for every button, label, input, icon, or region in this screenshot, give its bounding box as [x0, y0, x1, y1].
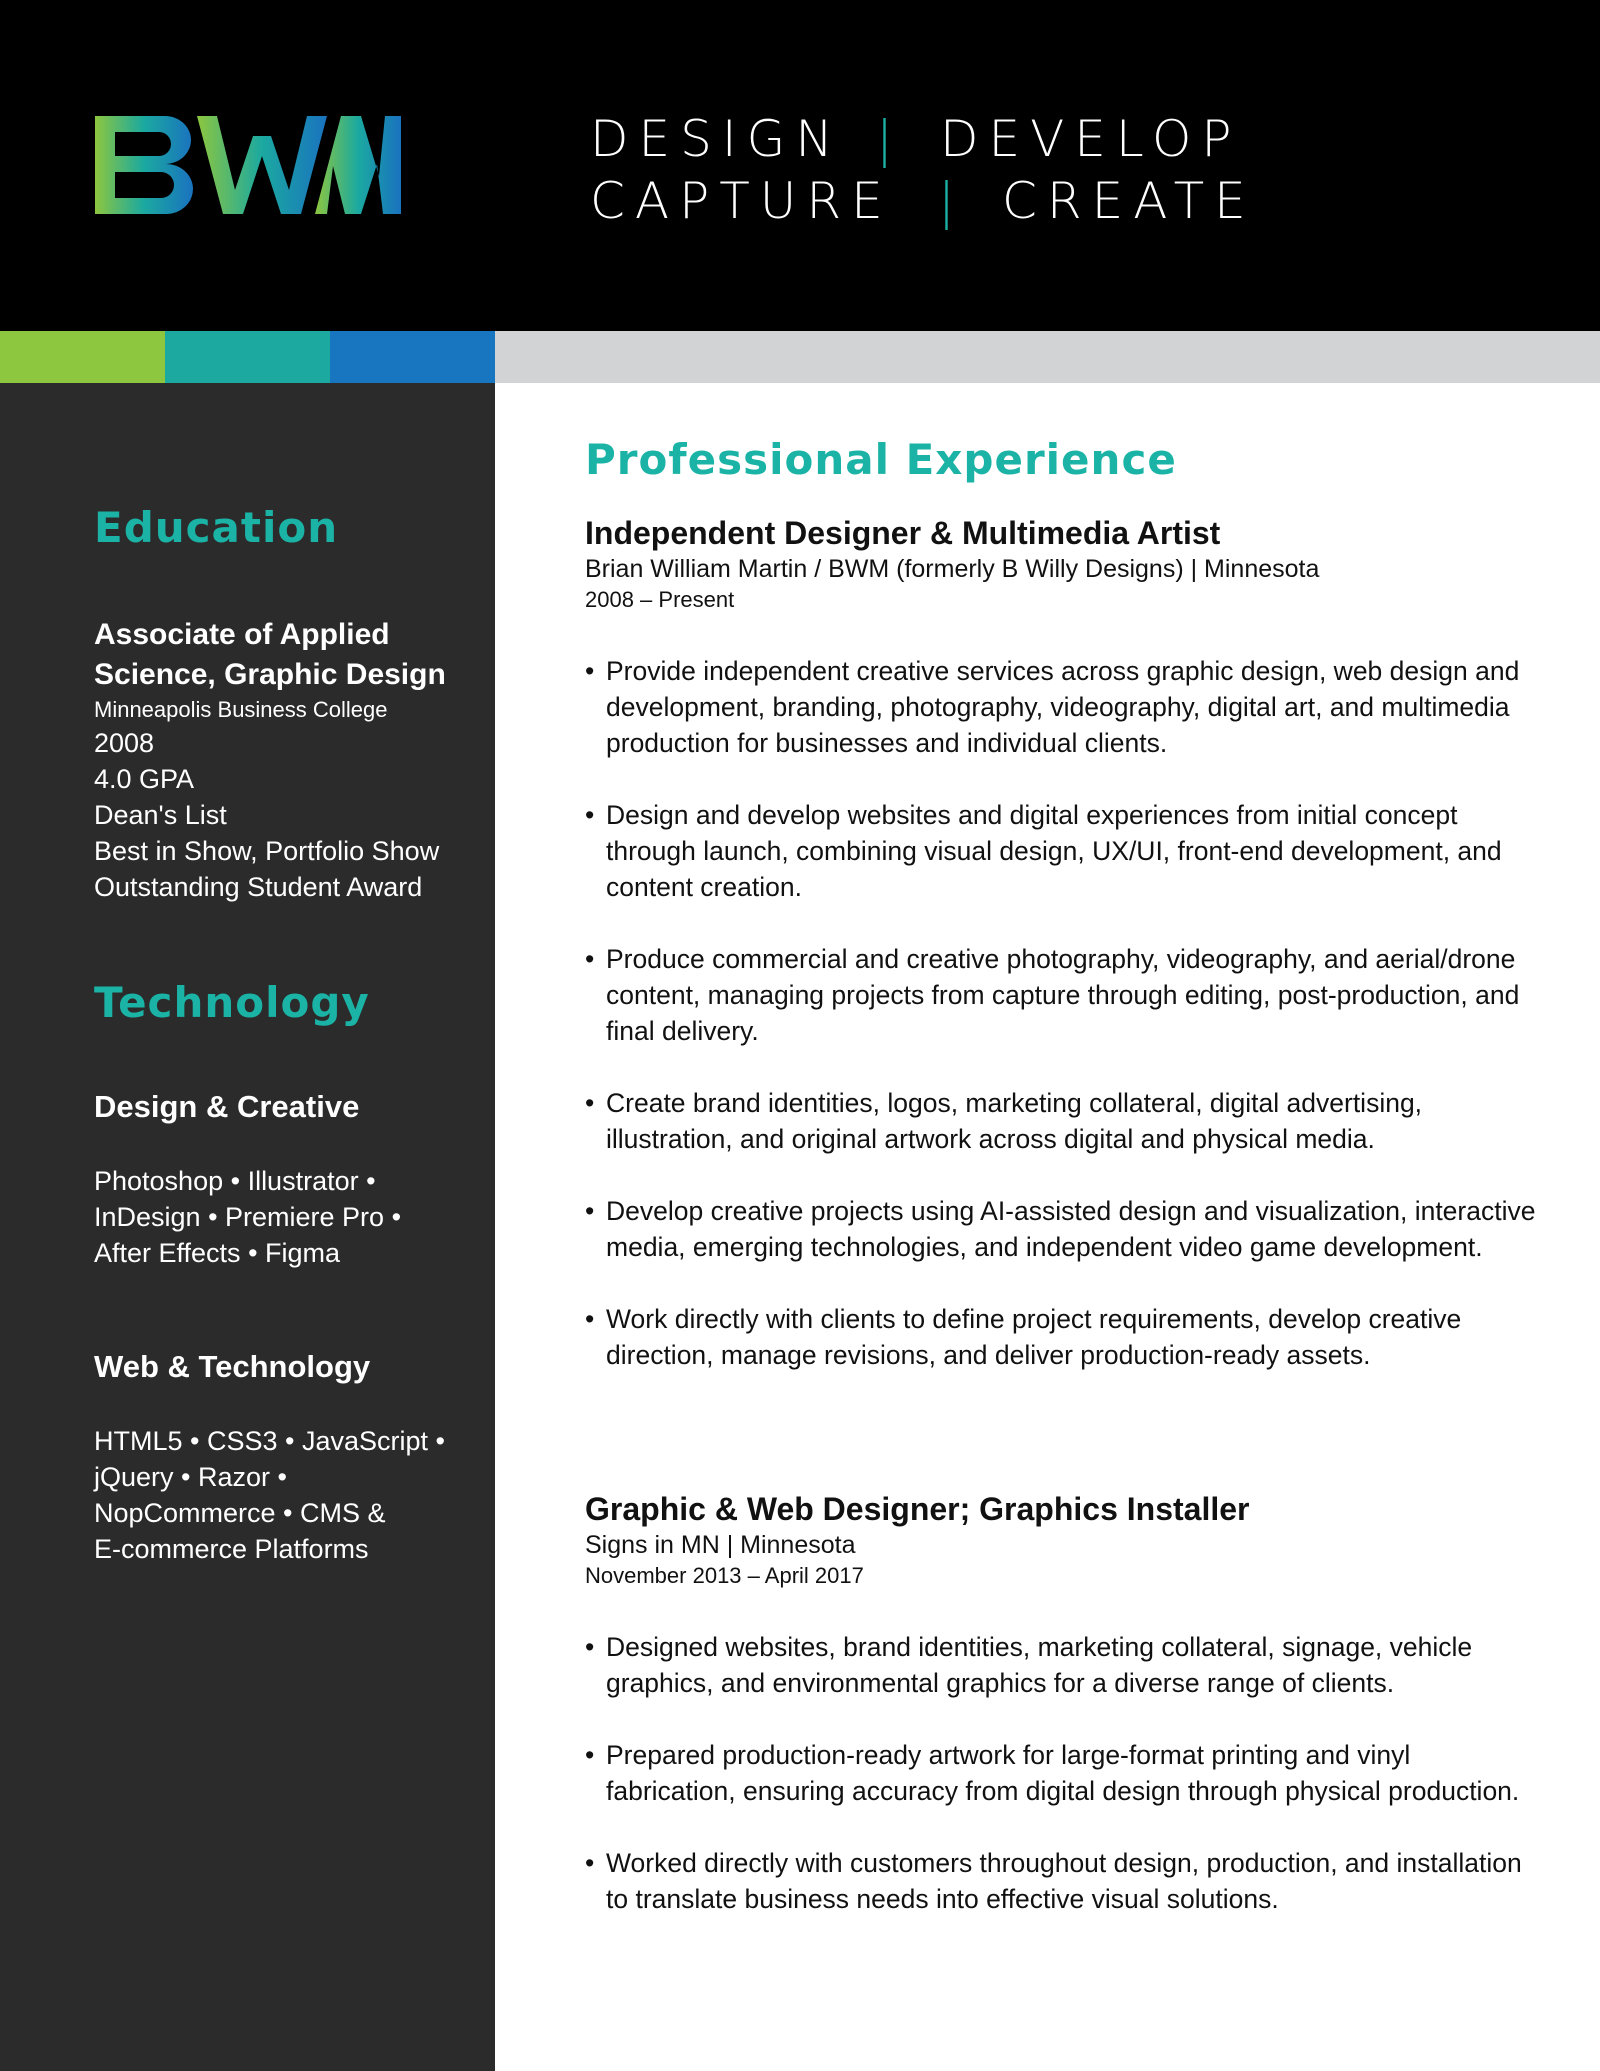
- color-bar-teal: [165, 331, 330, 383]
- sidebar: [0, 383, 495, 2071]
- bullet-text: Create brand identities, logos, marketing collateral, digital advertising, illustration, and original artwork across digital and physical media.: [606, 1088, 1423, 1154]
- bullet-text: Provide independent creative services across graphic design, web design and development, branding, photography, videography, digital art, and multimedia production for businesses and individual clients.: [606, 656, 1520, 758]
- tagline-create: CREATE: [1002, 172, 1256, 230]
- list-item: [585, 1085, 1545, 1157]
- tech-category-title: Design & Creative: [94, 1089, 360, 1124]
- tagline-design: DESIGN: [590, 110, 843, 168]
- tech-list-line: HTML5 • CSS3 • JavaScript •: [94, 1426, 445, 1456]
- list-item: [585, 1845, 1545, 1917]
- list-item: [585, 797, 1545, 905]
- bullet-icon: •: [585, 1848, 595, 1878]
- tech-category-list: [94, 1423, 454, 1567]
- tech-category-list: [94, 1163, 454, 1271]
- tech-category-title: Web & Technology: [94, 1349, 371, 1384]
- job-title: Independent Designer & Multimedia Artist: [585, 515, 1221, 551]
- bullet-text: Produce commercial and creative photography, videography, and aerial/drone content, managing projects from capture through editing, post-production, and final delivery.: [606, 944, 1520, 1046]
- list-item: [585, 1629, 1545, 1701]
- tech-list-line: E-commerce Platforms: [94, 1534, 369, 1564]
- job-company: Signs in MN | Minnesota: [585, 1531, 856, 1559]
- technology-heading: Technology: [94, 978, 370, 1027]
- bullet-text: Worked directly with customers throughout design, production, and installation to translate business needs into effective visual solutions.: [606, 1848, 1522, 1914]
- tagline-row-1: [590, 108, 1270, 170]
- tech-list-line: jQuery • Razor •: [94, 1462, 287, 1492]
- job-company: Brian William Martin / BWM (formerly B Willy Designs) | Minnesota: [585, 555, 1320, 583]
- bullet-icon: •: [585, 1088, 595, 1118]
- tagline-row-2: [590, 170, 1270, 232]
- degree-line-1: Associate of Applied: [94, 618, 390, 651]
- bullet-icon: •: [585, 1196, 595, 1226]
- bullet-text: Prepared production-ready artwork for large-format printing and vinyl fabrication, ensuring accuracy from digital design through physical production.: [606, 1740, 1520, 1806]
- list-item: [585, 1193, 1545, 1265]
- tagline-separator: |: [938, 172, 955, 230]
- tech-list-line: After Effects • Figma: [94, 1238, 341, 1268]
- bullet-icon: •: [585, 944, 595, 974]
- tech-list-line: InDesign • Premiere Pro •: [94, 1202, 402, 1232]
- bullet-text: Designed websites, brand identities, marketing collateral, signage, vehicle graphics, and environmental graphics for a diverse range of clients.: [606, 1632, 1473, 1698]
- tagline-develop: DEVELOP: [940, 110, 1242, 168]
- bullet-text: Design and develop websites and digital experiences from initial concept through launch, combining visual design, UX/UI, front-end development, and content creation.: [606, 800, 1502, 902]
- tagline-separator: |: [876, 110, 893, 168]
- list-item: [585, 1301, 1545, 1373]
- job-title: Graphic & Web Designer; Graphics Installer: [585, 1491, 1250, 1527]
- tech-list-line: NopCommerce • CMS &: [94, 1498, 386, 1528]
- education-detail: Outstanding Student Award: [94, 872, 423, 902]
- bwm-logo-mark: [93, 112, 403, 218]
- education-detail: 2008: [94, 728, 155, 758]
- color-bar-green: [0, 331, 165, 383]
- list-item: [585, 941, 1545, 1049]
- tech-list-line: Photoshop • Illustrator •: [94, 1166, 376, 1196]
- bullet-icon: •: [585, 656, 595, 686]
- tagline-capture: CAPTURE: [590, 172, 893, 230]
- bullet-icon: •: [585, 800, 595, 830]
- experience-heading: Professional Experience: [585, 435, 1177, 484]
- accent-color-bar: [0, 331, 1600, 383]
- bullet-icon: •: [585, 1304, 595, 1334]
- school-name: Minneapolis Business College: [94, 697, 388, 722]
- job-bullets: [585, 1629, 1545, 1917]
- education-detail: Best in Show, Portfolio Show: [94, 836, 440, 866]
- degree-line-2: Science, Graphic Design: [94, 658, 446, 691]
- job-entry: [585, 1489, 1545, 1953]
- education-heading: Education: [94, 503, 339, 552]
- list-item: [585, 1737, 1545, 1809]
- color-bar-blue: [330, 331, 495, 383]
- education-detail: Dean's List: [94, 800, 227, 830]
- job-entry: [585, 513, 1545, 1409]
- job-bullets: [585, 653, 1545, 1373]
- bwm-logo: [93, 112, 403, 218]
- bullet-text: Develop creative projects using AI-assisted design and visualization, interactive media, emerging technologies, and independent video game development.: [606, 1196, 1536, 1262]
- job-dates: November 2013 – April 2017: [585, 1563, 864, 1588]
- header-tagline: [590, 108, 1270, 232]
- job-dates: 2008 – Present: [585, 587, 735, 612]
- bullet-text: Work directly with clients to define project requirements, develop creative direction, manage revisions, and deliver production-ready assets.: [606, 1304, 1462, 1370]
- page-header: [0, 0, 1600, 331]
- education-detail: 4.0 GPA: [94, 764, 195, 794]
- bullet-icon: •: [585, 1740, 595, 1770]
- education-block: [94, 615, 474, 905]
- list-item: [585, 653, 1545, 761]
- bullet-icon: •: [585, 1632, 595, 1662]
